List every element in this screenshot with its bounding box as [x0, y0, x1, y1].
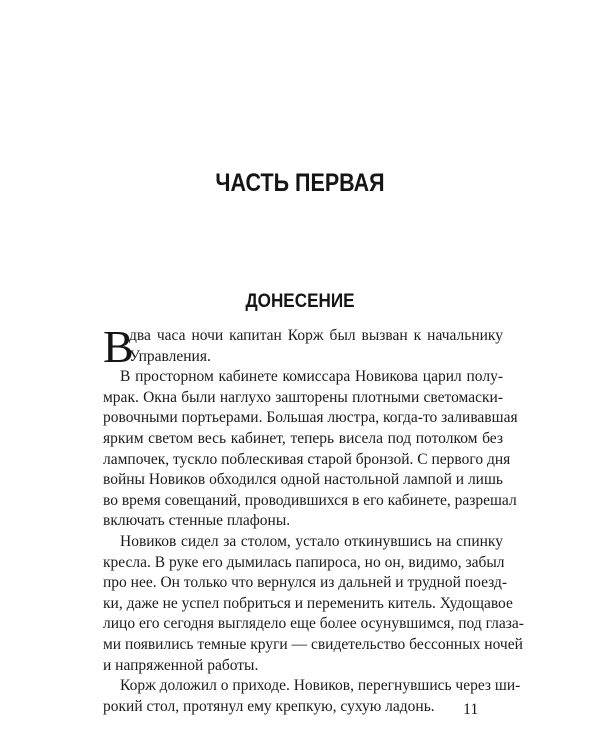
text-line: рокий стол, протянул ему крепкую, сухую ладонь. [103, 697, 435, 715]
text-line: про нее. Он только что вернулся из дальней и трудной поезд- [103, 574, 508, 592]
text-line: Новиков сидел за столом, устало откинувшись на спинку [120, 532, 503, 550]
text-line: Корж доложил о приходе. Новиков, перегнувшись через ши- [120, 677, 521, 695]
text-line: включать стенные плафоны. [103, 512, 291, 530]
text-line: два часа ночи капитан Корж был вызван к начальнику [129, 327, 503, 344]
text-line: во время совещаний, проводившихся в его кабинете, разрешал [103, 491, 517, 509]
text-line: Управления. [129, 347, 211, 365]
paragraph-1 [103, 321, 503, 372]
text-line: лампочек, тускло поблескивая старой бронзой. С первого дня [103, 450, 511, 468]
paragraph-2 [103, 367, 518, 532]
paragraph-4 [103, 676, 521, 717]
text-line: войны Новиков обходился одной настольной лампой и лишь [103, 471, 503, 489]
text-line: ровочными портьерами. Большая люстра, когда-то заливавшая [103, 409, 518, 427]
drop-cap: В [103, 321, 134, 372]
text-line: ки, даже не успел побриться и переменить китель. Худощавое [103, 594, 513, 612]
text-line: лицо его сегодня выглядело еще более осунувшимся, под глаза- [103, 615, 524, 633]
text-line: ми появились темные круги — свидетельство бессонных ночей [103, 635, 523, 653]
part-title: ЧАСТЬ ПЕРВАЯ [215, 169, 385, 197]
text-line: мрак. Окна были наглухо зашторены плотными светомаски- [103, 388, 503, 406]
page-number: 11 [463, 701, 479, 718]
paragraph-3 [103, 532, 524, 676]
text-line: В просторном кабинете комиссара Новикова царил полу- [120, 368, 503, 386]
body-text [103, 321, 524, 717]
chapter-title: ДОНЕСЕНИЕ [245, 291, 355, 312]
text-line: ярким светом весь кабинет, теперь висела под потолком без [103, 429, 503, 447]
text-line: кресла. В руке его дымилась папироса, но он, видимо, забыл [103, 553, 505, 571]
text-line: и напряженной работы. [103, 656, 259, 674]
